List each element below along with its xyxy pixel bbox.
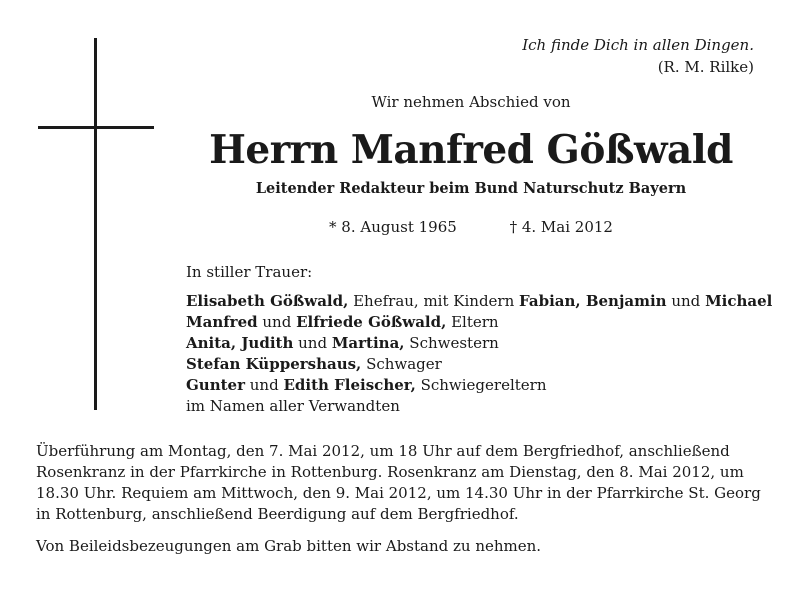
- farewell-line: Wir nehmen Abschied von: [371, 93, 571, 111]
- mourner-name: Michael: [705, 292, 773, 310]
- mourner-name: Manfred: [186, 313, 258, 331]
- deceased-position: Leitender Redakteur beim Bund Naturschutz Bayern: [255, 180, 687, 197]
- mourner-name: Elisabeth Gößwald,: [186, 292, 349, 310]
- mourner-name: Martina,: [331, 334, 405, 352]
- cross-icon: [94, 38, 97, 410]
- mourner-name: Anita, Judith: [186, 334, 294, 352]
- mourner-relation: Schwager: [361, 355, 442, 373]
- cross-icon-bar: [38, 126, 154, 129]
- quote-text: Ich finde Dich in allen Dingen.: [522, 36, 754, 54]
- mourner-relation: und: [293, 334, 332, 352]
- deceased-name: Herrn Manfred Gößwald: [209, 127, 733, 173]
- death-date: † 4. Mai 2012: [509, 218, 613, 236]
- mourners-intro: In stiller Trauer:: [186, 263, 313, 281]
- mourner-relation: und: [257, 313, 297, 331]
- mourner-relation: Eltern: [446, 313, 499, 331]
- mourner-name: Fabian, Benjamin: [519, 292, 667, 310]
- condolence-request: Von Beileidsbezeugungen am Grab bitten wir Abstand zu nehmen.: [36, 537, 542, 555]
- mourner-relation: und: [245, 376, 284, 394]
- quote: [522, 34, 754, 78]
- mourners-block: [186, 262, 773, 417]
- mourner-relation: im Namen aller Verwandten: [186, 397, 400, 415]
- funeral-info-line: 18.30 Uhr. Requiem am Mittwoch, den 9. Mai 2012, um 14.30 Uhr in der Pfarrkirche St. Georg: [36, 484, 761, 502]
- mourner-line: [186, 291, 773, 312]
- mourner-relation: Schwiegereltern: [415, 376, 547, 394]
- funeral-info: [36, 441, 761, 525]
- funeral-info-line: in Rottenburg, anschließend Beerdigung auf dem Bergfriedhof.: [36, 505, 519, 523]
- mourner-line: [186, 375, 766, 396]
- mourner-line: [186, 333, 766, 354]
- life-dates: [186, 218, 756, 236]
- mourner-line: [186, 312, 766, 333]
- quote-author: (R. M. Rilke): [657, 58, 754, 76]
- birth-date: * 8. August 1965: [329, 218, 457, 236]
- mourner-relation: und: [666, 292, 706, 310]
- mourner-line: [186, 396, 766, 417]
- funeral-info-line: Rosenkranz in der Pfarrkirche in Rottenburg. Rosenkranz am Dienstag, den 8. Mai 2012, um: [36, 463, 744, 481]
- mourner-name: Elfriede Gößwald,: [296, 313, 447, 331]
- mourner-line: [186, 354, 766, 375]
- mourner-relation: Schwestern: [404, 334, 499, 352]
- funeral-info-line: Überführung am Montag, den 7. Mai 2012, um 18 Uhr auf dem Bergfriedhof, anschließend: [36, 442, 730, 460]
- mourner-relation: Ehefrau, mit Kindern: [348, 292, 520, 310]
- mourners-list: [186, 291, 773, 417]
- mourner-name: Edith Fleischer,: [283, 376, 416, 394]
- mourner-name: Gunter: [186, 376, 245, 394]
- mourner-name: Stefan Küppershaus,: [186, 355, 362, 373]
